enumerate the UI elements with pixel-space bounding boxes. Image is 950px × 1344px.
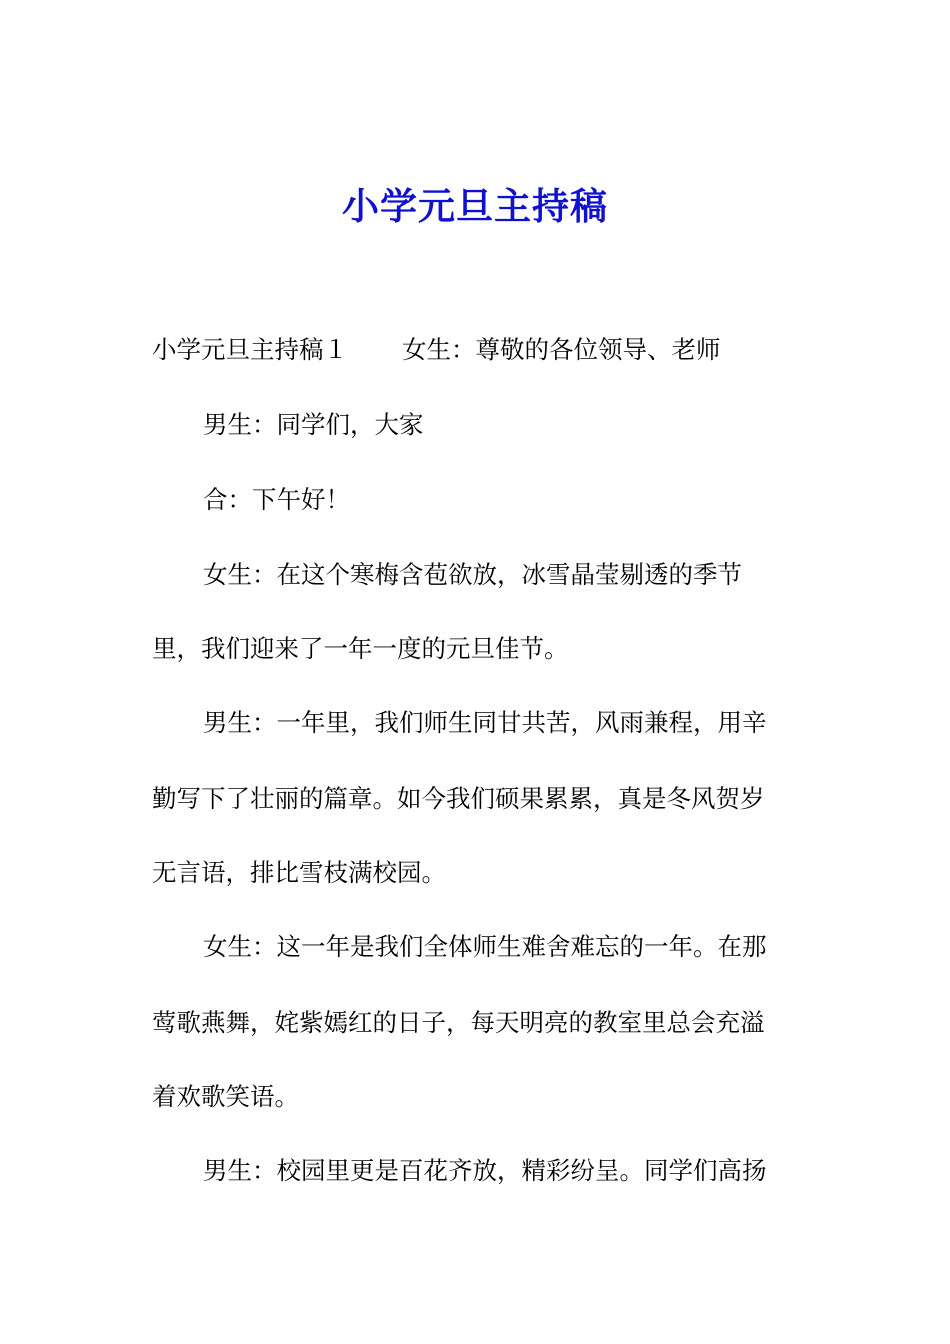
text-line-7: 勤写下了壮丽的篇章。如今我们硕果累累，真是冬风贺岁 [152, 784, 765, 813]
text-line-9: 女生：这一年是我们全体师生难舍难忘的一年。在那 [203, 932, 767, 961]
text-line-6: 男生：一年里，我们师生同甘共苦，风雨兼程，用辛 [203, 708, 767, 737]
text-line-8: 无言语，排比雪枝满校园。 [152, 858, 446, 887]
text-line-2: 男生：同学们，大家 [203, 410, 424, 439]
text-line-5: 里，我们迎来了一年一度的元旦佳节。 [152, 634, 569, 663]
text-line-1 [152, 334, 721, 366]
document-title: 小学元旦主持稿 [342, 184, 608, 228]
section-heading: 小学元旦主持稿１ [152, 335, 348, 364]
text-line-12: 男生：校园里更是百花齐放，精彩纷呈。同学们高扬 [203, 1156, 767, 1185]
text-line-3: 合：下午好！ [203, 485, 350, 514]
text-line-1-speech: 女生：尊敬的各位领导、老师 [402, 335, 721, 364]
text-line-10: 莺歌燕舞，姹紫嫣红的日子，每天明亮的教室里总会充溢 [152, 1008, 765, 1037]
text-line-11: 着欢歌笑语。 [152, 1082, 299, 1111]
text-line-4: 女生：在这个寒梅含苞欲放，冰雪晶莹剔透的季节 [203, 560, 742, 589]
